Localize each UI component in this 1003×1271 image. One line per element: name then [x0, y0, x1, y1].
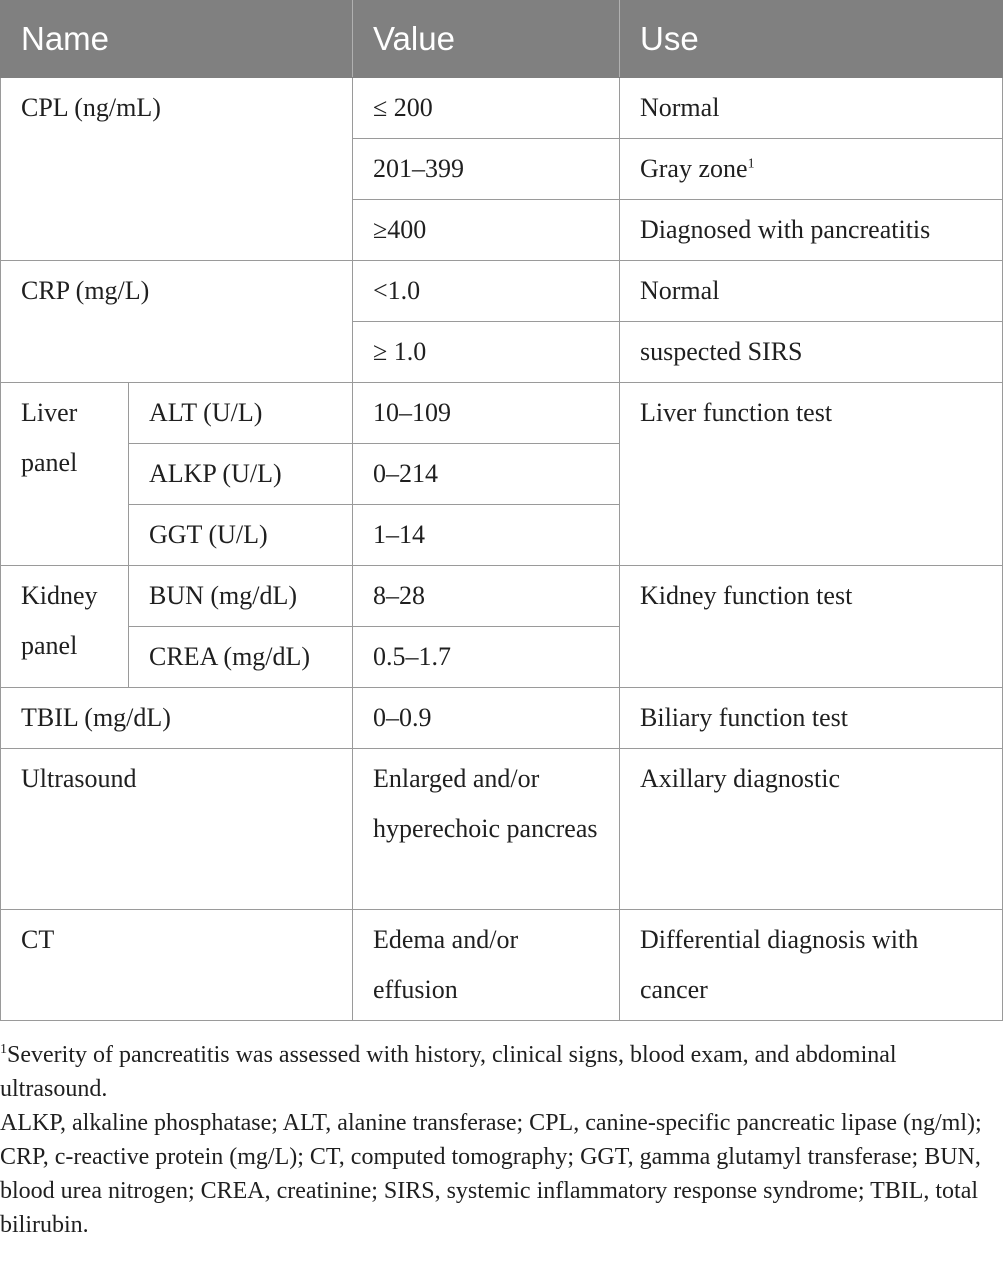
- ultrasound-name: Ultrasound: [1, 749, 353, 910]
- abbreviations: ALKP, alkaline phosphatase; ALT, alanine transferase; CPL, canine-specific pancreatic lipase (ng/ml); CRP, c-reactive protein (mg/L); CT, computed tomography; GGT, gamma glutamyl transferase; BUN, blood urea nitrogen; CREA, creatinine; SIRS, systemic inflammatory response syndrome; TBIL, total bilirubin.: [0, 1110, 982, 1238]
- table-row: [1, 749, 1003, 910]
- table-row: [1, 78, 1003, 139]
- liver-group: Liver panel: [1, 383, 129, 566]
- table-notes: [0, 1038, 1000, 1242]
- cpl-use-3: Diagnosed with pancreatitis: [620, 200, 1003, 261]
- table-row: [1, 566, 1003, 627]
- cpl-value-2: 201–399: [353, 139, 620, 200]
- header-use: Use: [620, 1, 1003, 78]
- table-row: [1, 910, 1003, 1021]
- crp-use-2: suspected SIRS: [620, 322, 1003, 383]
- tbil-value: 0–0.9: [353, 688, 620, 749]
- tbil-name: TBIL (mg/dL): [1, 688, 353, 749]
- header-name: Name: [1, 1, 353, 78]
- crp-value-2: ≥ 1.0: [353, 322, 620, 383]
- kidney-value-1: 8–28: [353, 566, 620, 627]
- cpl-use-1: Normal: [620, 78, 1003, 139]
- crp-value-1: <1.0: [353, 261, 620, 322]
- liver-value-3: 1–14: [353, 505, 620, 566]
- ct-use: Differential diagnosis with cancer: [620, 910, 1003, 1021]
- header-row: [1, 1, 1003, 78]
- footnote-number: 1: [0, 1042, 7, 1057]
- table-row: [1, 261, 1003, 322]
- ultrasound-value: Enlarged and/or hyperechoic pancreas: [353, 749, 620, 910]
- header-value: Value: [353, 1, 620, 78]
- cpl-value-3: ≥400: [353, 200, 620, 261]
- footnote-text: Severity of pancreatitis was assessed with history, clinical signs, blood exam, and abdominal ultrasound.: [0, 1042, 897, 1102]
- table-row: [1, 383, 1003, 444]
- liver-test-2: ALKP (U/L): [129, 444, 353, 505]
- kidney-group: Kidney panel: [1, 566, 129, 688]
- kidney-value-2: 0.5–1.7: [353, 627, 620, 688]
- ct-name: CT: [1, 910, 353, 1021]
- liver-test-1: ALT (U/L): [129, 383, 353, 444]
- table-row: [1, 688, 1003, 749]
- kidney-test-1: BUN (mg/dL): [129, 566, 353, 627]
- ct-value: Edema and/or effusion: [353, 910, 620, 1021]
- crp-name: CRP (mg/L): [1, 261, 353, 383]
- footnote-mark: 1: [747, 156, 755, 172]
- liver-value-1: 10–109: [353, 383, 620, 444]
- liver-test-3: GGT (U/L): [129, 505, 353, 566]
- kidney-use: Kidney function test: [620, 566, 1003, 688]
- crp-use-1: Normal: [620, 261, 1003, 322]
- cpl-use-2-text: Gray zone: [640, 154, 748, 183]
- ultrasound-use: Axillary diagnostic: [620, 749, 1003, 910]
- cpl-value-1: ≤ 200: [353, 78, 620, 139]
- tbil-use: Biliary function test: [620, 688, 1003, 749]
- footnote: [0, 1038, 1000, 1106]
- cpl-use-2: [620, 139, 1003, 200]
- kidney-test-2: CREA (mg/dL): [129, 627, 353, 688]
- liver-value-2: 0–214: [353, 444, 620, 505]
- liver-use: Liver function test: [620, 383, 1003, 566]
- cpl-name: CPL (ng/mL): [1, 78, 353, 261]
